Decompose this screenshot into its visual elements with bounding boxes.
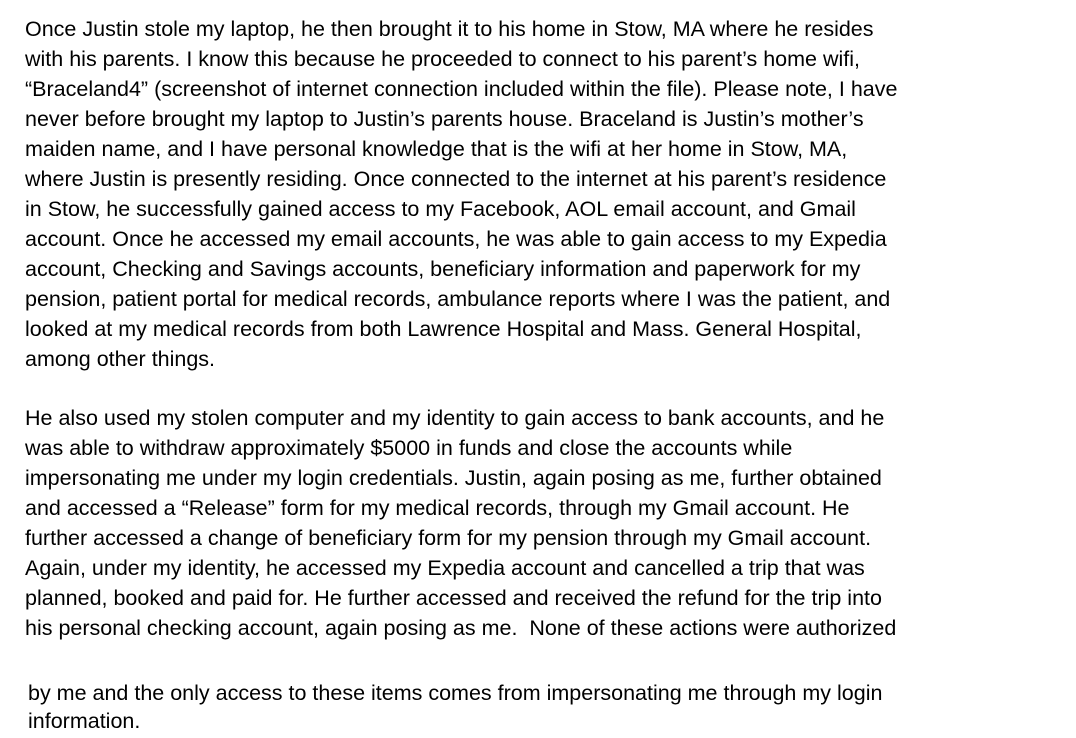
text-line: maiden name, and I have personal knowledge that is the wifi at her home in Stow, MA, [25, 137, 848, 161]
text-line: account, Checking and Savings accounts, beneficiary information and paperwork for my [25, 257, 861, 281]
text-line: in Stow, he successfully gained access to my Facebook, AOL email account, and Gmail [25, 197, 856, 221]
text-line: Again, under my identity, he accessed my Expedia account and cancelled a trip that was [25, 556, 865, 580]
text-line: He also used my stolen computer and my identity to gain access to bank accounts, and he [25, 406, 885, 430]
text-line: with his parents. I know this because he proceeded to connect to his parent’s home wifi, [25, 47, 860, 71]
text-line: pension, patient portal for medical records, ambulance reports where I was the patient, and [25, 287, 891, 311]
text-line: never before brought my laptop to Justin’s parents house. Braceland is Justin’s mother’s [25, 107, 864, 131]
text-line: “Braceland4” (screenshot of internet connection included within the file). Please note, I have [25, 77, 898, 101]
text-line: where Justin is presently residing. Once connected to the internet at his parent’s residence [25, 167, 887, 191]
text-line: and accessed a “Release” form for my medical records, through my Gmail account. He [25, 496, 850, 520]
text-line: Once Justin stole my laptop, he then brought it to his home in Stow, MA where he resides [25, 17, 874, 41]
text-line: his personal checking account, again posing as me. None of these actions were authorized [25, 616, 897, 640]
text-line: account. Once he accessed my email accounts, he was able to gain access to my Expedia [25, 227, 887, 251]
text-line: was able to withdraw approximately $5000 in funds and close the accounts while [25, 436, 793, 460]
text-line: information. [28, 709, 141, 733]
text-line: planned, booked and paid for. He further accessed and received the refund for the trip into [25, 586, 882, 610]
text-line: further accessed a change of beneficiary form for my pension through my Gmail account. [25, 526, 872, 550]
text-line: by me and the only access to these items comes from impersonating me through my login [28, 681, 883, 705]
text-line: among other things. [25, 347, 216, 371]
text-line: impersonating me under my login credentials. Justin, again posing as me, further obtained [25, 466, 882, 490]
text-line: looked at my medical records from both Lawrence Hospital and Mass. General Hospital, [25, 317, 862, 341]
